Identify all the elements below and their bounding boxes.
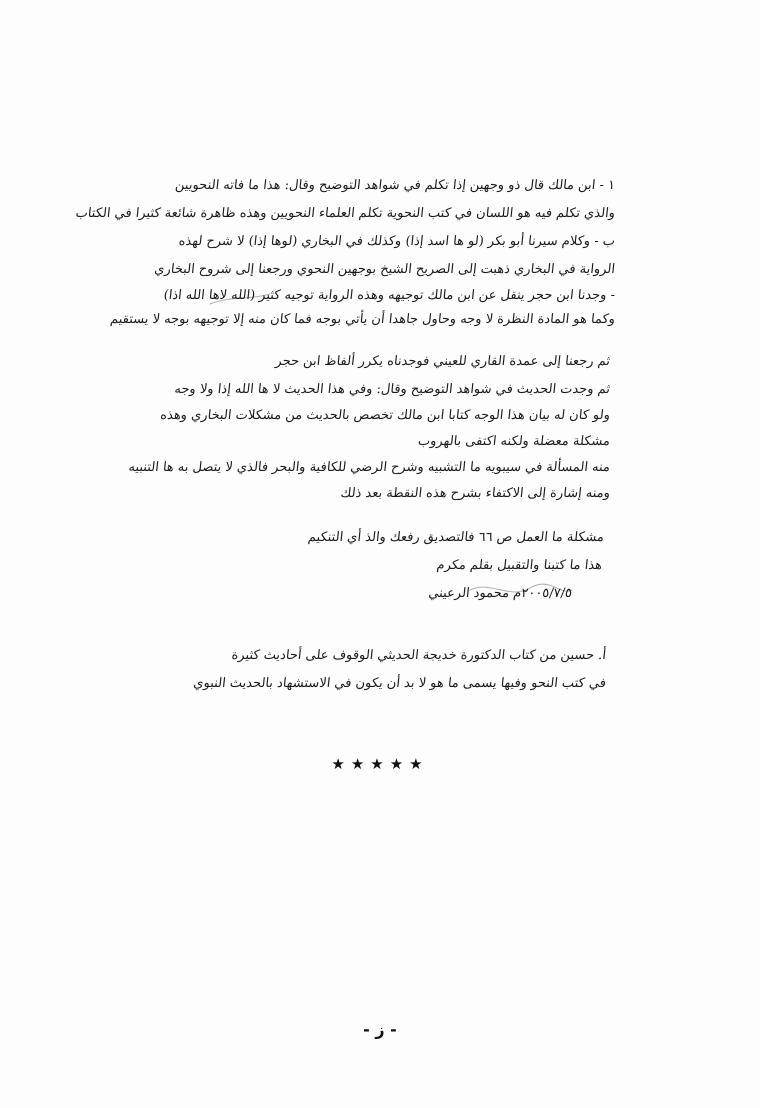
- handwritten-line: وكما هو المادة النظرة لا وجه وحاول جاهدا أن يأتي بوجه فما كان منه إلا توجيهه بوجه لا يستقيم: [109, 312, 616, 327]
- handwritten-line: ثم وجدت الحديث في شواهد التوضيح وقال: وفي هذا الحديث لا ها الله إذا ولا وجه: [173, 382, 611, 397]
- handwritten-line: في كتب النحو وفيها يسمى ما هو لا بد أن يكون في الاستشهاد بالحديث النبوي: [192, 676, 607, 691]
- handwritten-line: ١ - ابن مالك قال ذو وجهين إذا تكلم في شواهد التوضيح وقال: هذا ما فاته النحويين: [174, 178, 616, 193]
- handwritten-line: هذا ما كتبنا والتقبيل بقلم مكرم: [435, 558, 603, 573]
- stars-separator: ★★★★★: [331, 755, 429, 773]
- page-number: - ز -: [363, 1020, 397, 1039]
- handwritten-line: - وجدنا ابن حجر ينقل عن ابن مالك توجيهه وهذه الرواية توجيه كثير (الله لاها الله اذا): [162, 288, 616, 303]
- handwritten-line: والذي تكلم فيه هو اللسان في كتب النحوية تكلم العلماء النحويين وهذه ظاهرة شائعة كثيرا في الكتاب: [74, 206, 616, 221]
- handwritten-line: منه المسألة في سيبويه ما التشبيه وشرح الرضي للكافية والبحر فالذي لا يتصل به ها التنبيه: [127, 460, 611, 475]
- handwritten-line: ولو كان له بيان هذا الوجه كتابا ابن مالك تخصص بالحديث من مشكلات البخاري وهذه: [159, 408, 611, 423]
- handwritten-line: مشكلة معضلة ولكنه اكتفى بالهروب: [417, 434, 611, 449]
- handwritten-line: ومنه إشارة إلى الاكتفاء بشرح هذه النقطة بعد ذلك: [339, 486, 611, 501]
- handwritten-line: ب - وكلام سيرنا أبو بكر (لو ها اسد إذا) وكذلك في البخاري (لوها إذا) لا شرح لهذه: [177, 234, 616, 249]
- handwritten-line: مشكلة ما العمل ص ٦٦ فالتصديق رفعك والذ أي التنكيم: [307, 530, 605, 545]
- handwritten-line: الرواية في البخاري ذهبت إلى الصريح الشيخ بوجهين النحوي ورجعنا إلى شروح البخاري: [153, 262, 616, 277]
- handwritten-line: ثم رجعنا إلى عمدة القاري للعيني فوجدناه يكرر ألفاظ ابن حجر: [274, 354, 611, 369]
- signature: ٢٠٠٥/٧/٥م محمود الرعيني: [427, 586, 573, 601]
- handwritten-line: أ. حسين من كتاب الدكتورة خديجة الحديثي الوقوف على أحاديث كثيرة: [230, 648, 607, 663]
